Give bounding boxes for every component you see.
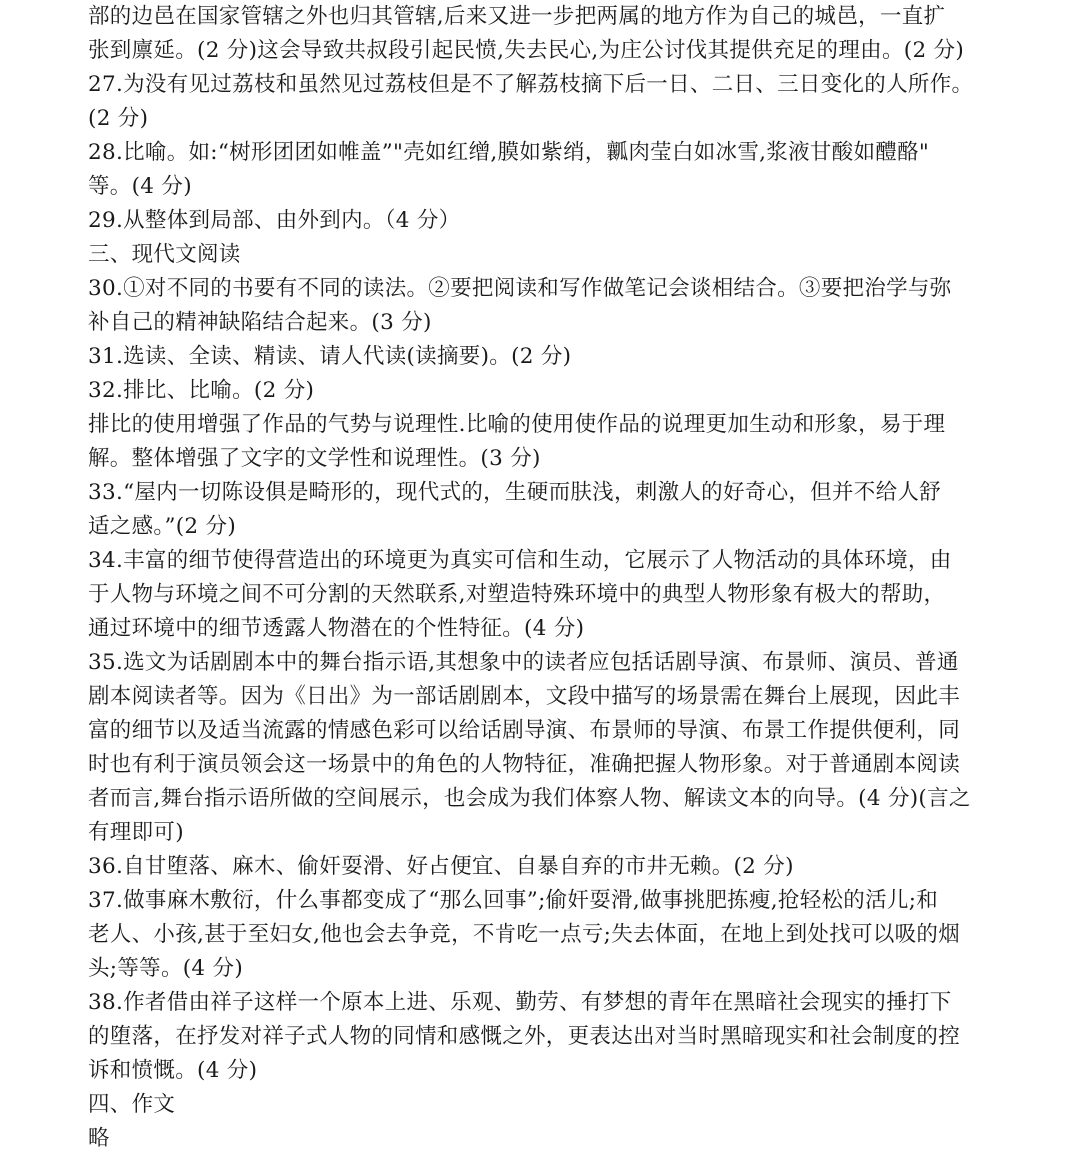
text-line: 36.自甘堕落、麻木、偷奸耍滑、好占便宜、自暴自弃的市井无赖。(2 分) [88,854,794,879]
text-line: 32.排比、比喻。(2 分) [88,378,315,403]
text-line: 30.①对不同的书要有不同的读法。②要把阅读和写作做笔记会谈相结合。③要把治学与弥 [88,276,952,301]
text-line: 有理即可) [88,820,184,845]
text-line: 的堕落，在抒发对祥子式人物的同情和感慨之外，更表达出对当时黑暗现实和社会制度的控 [88,1024,961,1049]
text-line: (2 分) [88,106,149,131]
text-line: 剧本阅读者等。因为《日出》为一部话剧剧本，文段中描写的场景需在舞台上展现，因此丰 [88,684,961,709]
text-line: 29.从整体到局部、由外到内。（4 分） [88,208,461,233]
text-line: 老人、小孩,甚于至妇女,他也会去争竞，不肯吃一点亏;失去体面，在地上到处找可以吸的烟 [88,922,961,947]
text-line: 头;等等。(4 分) [88,956,244,981]
text-line: 通过环境中的细节透露人物潜在的个性特征。(4 分) [88,616,585,641]
text-line: 补自己的精神缺陷结合起来。(3 分) [88,310,432,335]
text-line: 35.选文为话剧剧本中的舞台指示语,其想象中的读者应包括话剧导演、布景师、演员、普通 [88,650,959,675]
answer-text-block [88,0,996,1156]
text-line: 者而言,舞台指示语所做的空间展示，也会成为我们体察人物、解读文本的向导。(4 分)(言之 [88,786,971,811]
text-line: 34.丰富的细节使得营造出的环境更为真实可信和生动，它展示了人物活动的具体环境，由 [88,548,952,573]
text-line: 28.比喻。如:“树形团团如帷盖”"壳如红缯,膜如紫绡，瓤肉莹白如冰雪,浆液甘酸如醴酪" [88,140,930,165]
text-line: 解。整体增强了文字的文学性和说理性。(3 分) [88,446,541,471]
text-line: 适之感。”(2 分) [88,514,237,539]
section-heading: 三、现代文阅读 [88,242,241,267]
text-line: 38.作者借由祥子这样一个原本上进、乐观、勤劳、有梦想的青年在黑暗社会现实的捶打下 [88,990,952,1015]
text-line: 37.做事麻木敷衍，什么事都变成了“那么回事”;偷奸耍滑,做事挑肥拣瘦,抢轻松的活儿;和 [88,888,939,913]
text-line: 时也有利于演员领会这一场景中的角色的人物特征，准确把握人物形象。对于普通剧本阅读 [88,752,961,777]
text-line: 富的细节以及适当流露的情感色彩可以给话剧导演、布景师的导演、布景工作提供便利，同 [88,718,961,743]
text-line: 略 [88,1126,110,1151]
text-line: 部的边邑在国家管辖之外也归其管辖,后来又进一步把两属的地方作为自己的城邑，一直扩 [88,4,946,29]
text-line: 33.“屋内一切陈设俱是畸形的，现代式的，生硬而肤浅，刺激人的好奇心，但并不给人舒 [88,480,941,505]
text-line: 于人物与环境之间不可分割的天然联系,对塑造特殊环境中的典型人物形象有极大的帮助， [88,582,946,607]
text-line: 31.选读、全读、精读、请人代读(读摘要)。(2 分) [88,344,572,369]
text-line: 张到廪延。(2 分)这会导致共叔段引起民愤,失去民心,为庄公讨伐其提供充足的理由。(2 分) [88,38,965,63]
text-line: 诉和愤慨。(4 分) [88,1058,258,1083]
section-heading: 四、作文 [88,1092,176,1117]
text-line: 等。(4 分) [88,174,192,199]
text-line: 排比的使用增强了作品的气势与说理性.比喻的使用使作品的说理更加生动和形象，易于理 [88,412,946,437]
text-line: 27.为没有见过荔枝和虽然见过荔枝但是不了解荔枝摘下后一日、二日、三日变化的人所作。 [88,72,974,97]
